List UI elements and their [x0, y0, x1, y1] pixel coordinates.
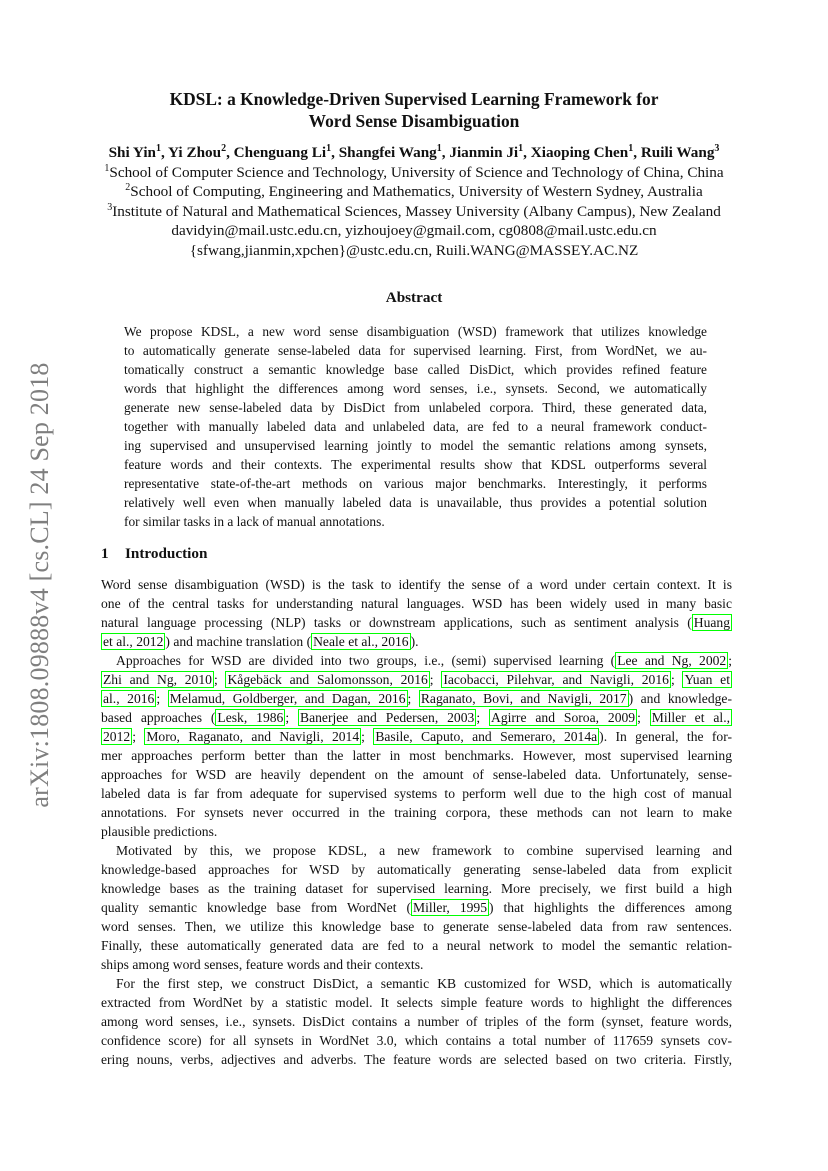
citation-link[interactable]: Melamud, Goldberger, and Dagan, 2016	[169, 691, 406, 706]
body-line: word senses. Then, we utilize this knowledge base to generate sense-labeled data from raw sentences.	[101, 919, 732, 934]
author-block	[0, 143, 828, 260]
abstract-line: generate new sense-labeled data by DisDict from unlabeled corpora. Third, these generated data,	[124, 400, 707, 415]
email-line-2: {sfwang,jianmin,xpchen}@ustc.edu.cn, Ruili.WANG@MASSEY.AC.NZ	[189, 241, 639, 259]
abstract-line: relatively well even when manually labeled data is unavailable, thus provides a potential solution	[124, 495, 707, 510]
body-line: mer approaches perform better than the latter in most benchmarks. However, most supervised learning	[101, 748, 732, 763]
affiliation-3	[0, 202, 828, 222]
text: ;	[213, 672, 226, 687]
intro-body	[101, 575, 732, 1069]
body-line: labeled data is far from adequate for supervised systems to perform well due to the high cost of manual	[101, 786, 732, 801]
text: ;	[156, 691, 168, 706]
body-line	[101, 898, 732, 917]
paper-title	[0, 88, 828, 132]
body-line	[101, 689, 732, 708]
citation-link[interactable]: Raganato, Bovi, and Navigli, 2017	[420, 691, 627, 706]
text: ;	[361, 729, 374, 744]
citation-link[interactable]: Lesk, 1986	[217, 710, 284, 725]
body-line: annotations. For synsets never occurred in the training corpora, these methods can not learn to make	[101, 805, 732, 820]
text: ) that highlights the differences among	[489, 900, 732, 915]
citation-link[interactable]: Kågebäck and Salomonsson, 2016	[227, 672, 428, 687]
affiliation-sup: 3	[107, 201, 113, 213]
abstract-line: ing supervised and unsupervised learning jointly to model the semantic relations among synsets,	[124, 438, 707, 453]
abstract-line: feature words and their contexts. The experimental results show that KDSL outperforms several	[124, 457, 707, 472]
author-sup: 2	[221, 142, 227, 154]
text: Approaches for WSD are divided into two groups, i.e., (semi) supervised learning (	[116, 653, 616, 668]
title-line-2: Word Sense Disambiguation	[308, 111, 520, 131]
author-sup: 1	[518, 142, 524, 154]
body-line	[101, 651, 732, 670]
body-line: knowledge bases as the training dataset for supervised learning. More precisely, we first build a high	[101, 881, 732, 896]
citation-link[interactable]: Lee and Ng, 2002	[617, 653, 727, 668]
abstract-line: together with manually labeled data and unlabeled data, are fed to a neural framework conduct-	[124, 419, 707, 434]
text: ). In general, the for-	[599, 729, 733, 744]
author: Xiaoping Chen	[530, 144, 629, 161]
author: Jianmin Ji	[449, 144, 519, 161]
body-line	[101, 727, 732, 746]
citation-link[interactable]: al., 2016	[103, 691, 155, 706]
text: ;	[407, 691, 419, 706]
abstract-line: to automatically generate sense-labeled data for supervised learning. First, from WordNet, we au-	[124, 343, 707, 358]
arxiv-side-label: arXiv:1808.09888v4 [cs.CL] 24 Sep 2018	[25, 362, 54, 808]
title-line-1: KDSL: a Knowledge-Driven Supervised Learning Framework for	[169, 89, 659, 109]
citation-link[interactable]: Zhi and Ng, 2010	[103, 672, 212, 687]
body-line: plausible predictions.	[101, 824, 218, 839]
citation-link[interactable]: et al., 2012	[103, 634, 164, 649]
body-line: extracted from WordNet by a statistic model. It selects simple feature words to highlight the differences	[101, 995, 732, 1010]
citation-link[interactable]: Yuan et	[684, 672, 730, 687]
author-sup: 3	[714, 142, 720, 154]
section-number: 1	[101, 545, 109, 562]
author-sup: 1	[326, 142, 332, 154]
body-line: one of the central tasks for understanding natural languages. WSD has been widely used in many basic	[101, 596, 732, 611]
abstract-line: representative state-of-the-art methods on various major benchmarks. Interestingly, it performs	[124, 476, 707, 491]
citation-link[interactable]: 2012	[103, 729, 131, 744]
citation-link[interactable]: Miller, 1995	[413, 900, 488, 915]
author: Shangfei Wang	[338, 144, 437, 161]
author: Shi Yin	[108, 144, 156, 161]
text: ).	[410, 634, 419, 649]
text: ;	[728, 653, 732, 668]
citation-link[interactable]: Banerjee and Pedersen, 2003	[300, 710, 475, 725]
section-heading	[101, 545, 207, 563]
text: ;	[476, 710, 489, 725]
citation-link[interactable]: Moro, Raganato, and Navigli, 2014	[146, 729, 360, 744]
affiliation-text: Institute of Natural and Mathematical Sciences, Massey University (Albany Campus), New Zealand	[112, 202, 721, 220]
body-line	[101, 708, 732, 727]
text: based approaches (	[101, 710, 216, 725]
affiliation-2	[0, 182, 828, 202]
body-line: For the first step, we construct DisDict, a semantic KB customized for WSD, which is automatically	[116, 976, 732, 991]
author: Yi Zhou	[168, 144, 222, 161]
affiliation-text: School of Computing, Engineering and Mathematics, University of Western Sydney, Australia	[130, 183, 703, 200]
email-line-1: davidyin@mail.ustc.edu.cn, yizhoujoey@gmail.com, cg0808@mail.ustc.edu.cn	[171, 222, 657, 239]
citation-link[interactable]: Iacobacci, Pilehvar, and Navigli, 2016	[443, 672, 669, 687]
citation-link[interactable]: Huang	[693, 615, 730, 630]
affiliation-sup: 1	[104, 162, 110, 174]
text: quality semantic knowledge base from WordNet (	[101, 900, 411, 915]
abstract-line: We propose KDSL, a new word sense disambiguation (WSD) framework that utilizes knowledge	[124, 324, 707, 339]
affiliation-sup: 2	[125, 181, 131, 193]
body-line	[101, 670, 732, 689]
text: ) and machine translation (	[165, 634, 312, 649]
text: ;	[637, 710, 650, 725]
affiliation-text: School of Computer Science and Technology, University of Science and Technology of China, China	[109, 163, 724, 181]
body-line: confidence score) for all synsets in WordNet 3.0, which contains a total number of 117659 synsets cov-	[101, 1033, 732, 1048]
author: Ruili Wang	[640, 144, 715, 161]
text: natural language processing (NLP) tasks or downstream applications, such as sentiment analysis (	[101, 615, 692, 630]
text: ) and knowledge-	[628, 691, 732, 706]
body-line: knowledge-based approaches for WSD by automatically generating sense-labeled data from explicit	[101, 862, 732, 877]
body-line: approaches for WSD are heavily dependent on the amount of sense-labeled data. Unfortunately, sense-	[101, 767, 732, 782]
author-sup: 1	[628, 142, 634, 154]
citation-link[interactable]: Neale et al., 2016	[313, 634, 409, 649]
body-line: Finally, these automatically generated data are fed to a neural network to model the semantic relation-	[101, 938, 732, 953]
text: ;	[132, 729, 145, 744]
abstract-body	[124, 322, 707, 531]
body-line	[101, 632, 732, 651]
body-line: among word senses, i.e., synsets. DisDict contains a number of triples of the form (synset, feature words,	[101, 1014, 732, 1029]
text: ;	[285, 710, 299, 725]
citation-link[interactable]: Miller et al.,	[651, 710, 730, 725]
abstract-line: for similar tasks in a lack of manual annotations.	[124, 514, 385, 529]
author: Chenguang Li	[233, 144, 327, 161]
abstract-line: words that highlight the differences among word senses, i.e., synsets. Second, we automatically	[124, 381, 707, 396]
author-names: Shi Yin$^1$, Yi Zhou$^2$, Chenguang Li$^1$, Shangfei Wang$^1$, Jianmin Ji$^1$, Xiaoping Chen$^1$, Ruili Wang$^3$	[108, 142, 720, 161]
body-line: ships among word senses, feature words and their contexts.	[101, 957, 424, 972]
body-line: Word sense disambiguation (WSD) is the task to identify the sense of a word under certain context. It is	[101, 577, 732, 592]
section-title: Introduction	[125, 545, 208, 562]
body-line: ering nouns, verbs, adjectives and adverbs. The feature words are selected based on two criteria. Firstly,	[101, 1052, 732, 1067]
citation-link[interactable]: Agirre and Soroa, 2009	[491, 710, 636, 725]
citation-link[interactable]: Basile, Caputo, and Semeraro, 2014a	[375, 729, 598, 744]
affiliation-1	[0, 163, 828, 183]
body-line: Motivated by this, we propose KDSL, a new framework to combine supervised learning and	[116, 843, 732, 858]
body-line	[101, 613, 732, 632]
author-sup: 1	[436, 142, 442, 154]
text: ;	[429, 672, 442, 687]
abstract-line: tomatically construct a semantic knowledge base called DisDict, which provides refined feature	[124, 362, 707, 377]
abstract-heading: Abstract	[385, 289, 443, 306]
text: ;	[670, 672, 683, 687]
author-sup: 1	[156, 142, 161, 154]
